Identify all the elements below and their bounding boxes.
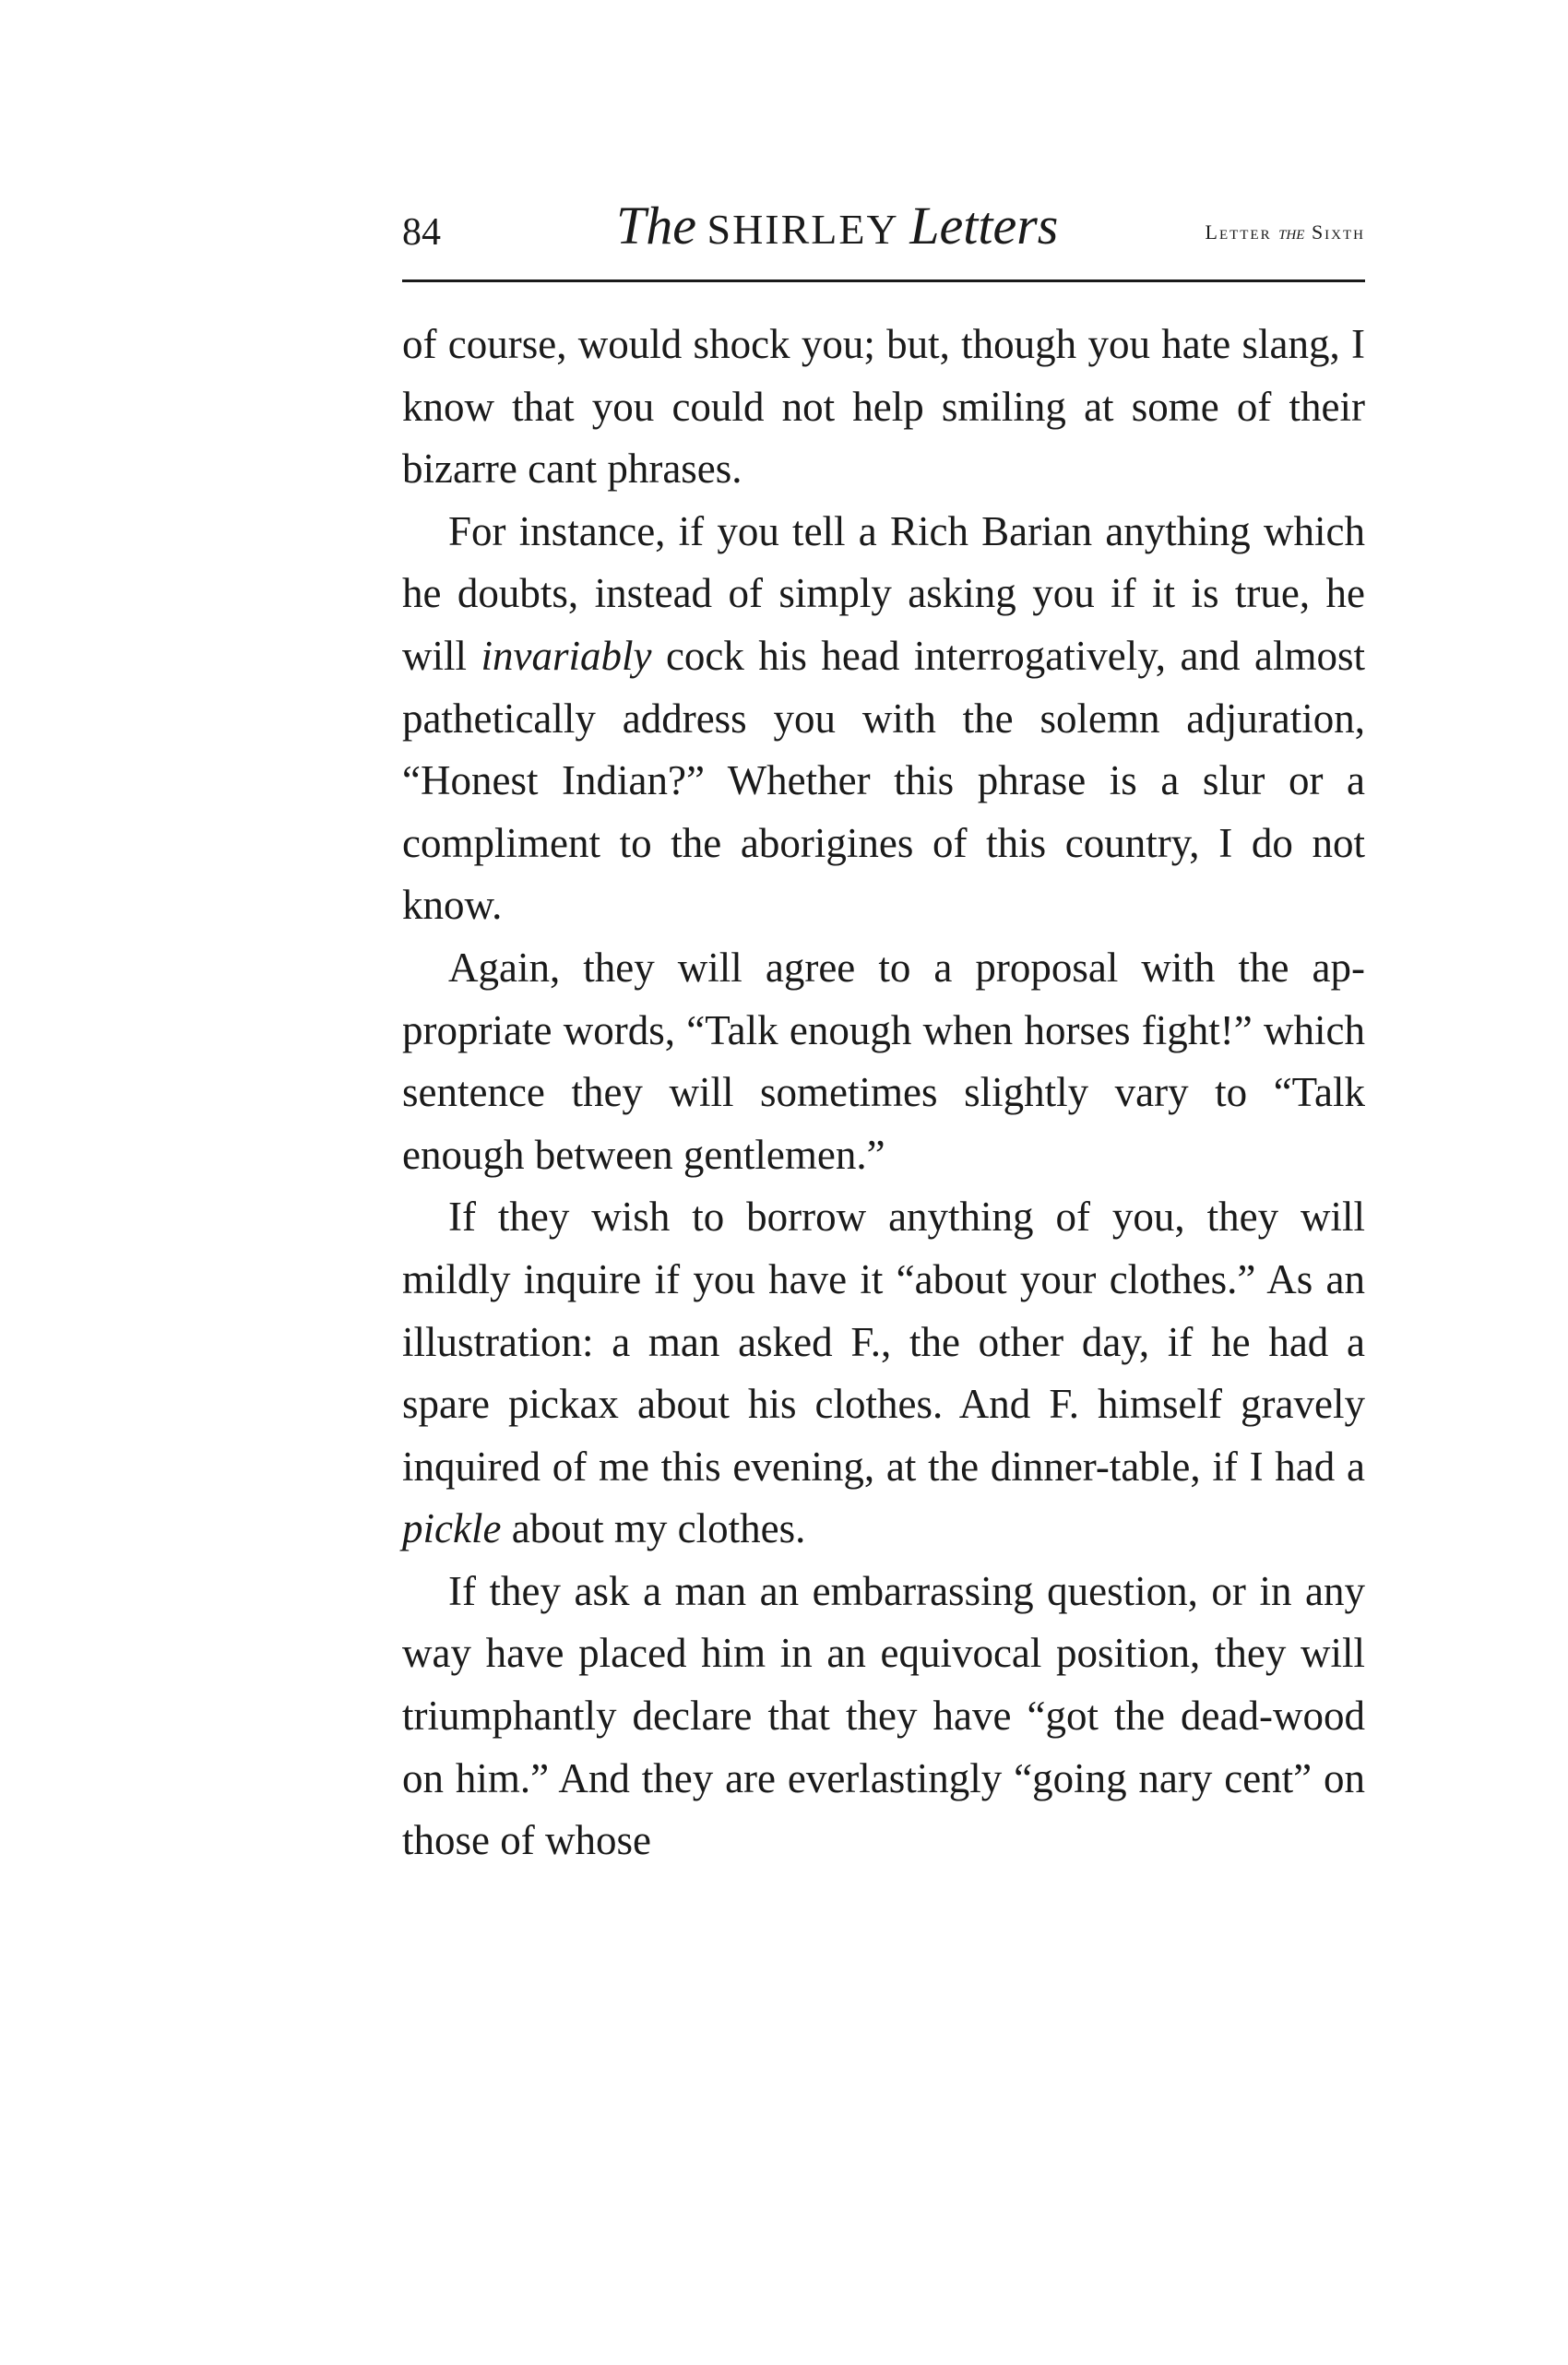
running-head bbox=[402, 198, 1365, 272]
paragraph-5-text: If they ask a man an embarrassing question, or in any way have placed him in an equivocal position, they will triumphantly declare that they have “got the dead-wood on him.” And they are everlastingly “going nary cent” on those of whose bbox=[402, 1567, 1365, 1864]
paragraph-3-text: Again, they will agree to a proposal with the appropriate words, “Talk enough when horses fight!” which sentence they will sometimes slightly vary to “Talk enough between gentlemen.” bbox=[402, 944, 1365, 1178]
paragraph-4-text-b: about my clothes. bbox=[501, 1505, 806, 1552]
title-shirley: SHIRLEY bbox=[707, 206, 899, 253]
paragraph-1-text: of course, would shock you; but, though you hate slang, I know that you could not help smiling at some of their bizarre cant phrases. bbox=[402, 321, 1365, 493]
body-text bbox=[402, 314, 1365, 1872]
running-title bbox=[616, 198, 1058, 257]
paragraph-2-emphasis: invariably bbox=[481, 632, 652, 679]
paragraph-5 bbox=[402, 1561, 1365, 1872]
paragraph-4-emphasis: pickle bbox=[402, 1505, 502, 1552]
page-number: 84 bbox=[402, 211, 441, 254]
title-the: The bbox=[616, 196, 696, 256]
header-rule bbox=[402, 279, 1365, 282]
paragraph-4 bbox=[402, 1186, 1365, 1561]
paragraph-2-text-a: For instance, if you tell a Rich Barian anything which he doubts, instead of simply asking you if it is true, he will bbox=[402, 507, 1365, 679]
section-the: the bbox=[1278, 220, 1305, 244]
paragraph-1 bbox=[402, 314, 1365, 501]
paragraph-3 bbox=[402, 937, 1365, 1186]
title-letters: Letters bbox=[909, 196, 1059, 256]
paragraph-2 bbox=[402, 501, 1365, 937]
section-sixth: Sixth bbox=[1311, 220, 1365, 244]
section-letter: Letter bbox=[1205, 220, 1272, 244]
paragraph-2-text-b: cock his head interrogatively, and almost pathetically address you with the solemn adjuration, “Honest Indian?” Whether this phrase is a slur or a compliment to the aborigines of this country, I do not know. bbox=[402, 632, 1365, 929]
running-section bbox=[1206, 219, 1366, 246]
paragraph-4-text-a: If they wish to borrow anything of you, they will mildly inquire if you have it “about your clothes.” As an illustration: a man asked F., the other day, if he had a spare pickax about his clothes. And F. himself gravely inquired of me this evening, at the dinner-table, if I had a bbox=[402, 1194, 1365, 1490]
